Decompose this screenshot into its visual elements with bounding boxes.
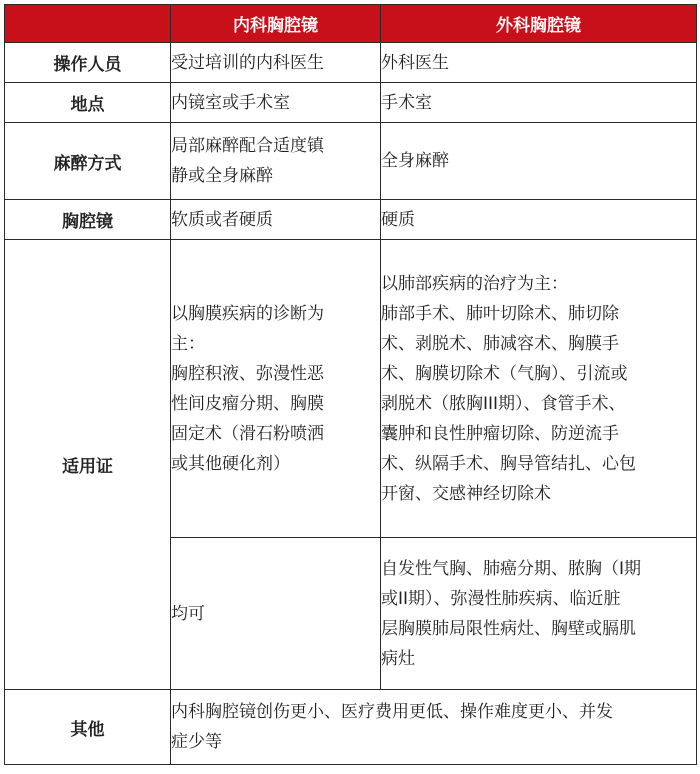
header-corner-cell bbox=[5, 5, 171, 43]
row-label-location: 地点 bbox=[5, 83, 171, 123]
header-surgical-thoracoscopy: 外科胸腔镜 bbox=[381, 5, 697, 43]
cell-scope-medical: 软质或者硬质 bbox=[171, 200, 381, 240]
row-location bbox=[5, 83, 697, 123]
cell-scope-surgical: 硬质 bbox=[381, 200, 697, 240]
row-other bbox=[5, 690, 697, 765]
cell-indications-surgical-shared: 自发性气胸、肺癌分期、脓胸（I期 或II期）、弥漫性肺疾病、临近脏 层胸膜肺局限性病灶、胸壁或膈肌 病灶 bbox=[381, 538, 697, 690]
cell-operator-medical: 受过培训的内科医生 bbox=[171, 43, 381, 83]
row-indications-primary bbox=[5, 240, 697, 538]
cell-anesthesia-surgical: 全身麻醉 bbox=[381, 123, 697, 200]
cell-location-medical: 内镜室或手术室 bbox=[171, 83, 381, 123]
header-row bbox=[5, 5, 697, 43]
cell-indications-medical-shared: 均可 bbox=[171, 538, 381, 690]
row-label-anesthesia: 麻醉方式 bbox=[5, 123, 171, 200]
row-label-operator: 操作人员 bbox=[5, 43, 171, 83]
row-label-indications: 适用证 bbox=[5, 240, 171, 690]
header-medical-thoracoscopy: 内科胸腔镜 bbox=[171, 5, 381, 43]
row-operator bbox=[5, 43, 697, 83]
cell-indications-medical-primary: 以胸膜疾病的诊断为 主： 胸腔积液、弥漫性恶 性间皮瘤分期、胸膜 固定术（滑石粉喷洒 或其他硬化剂） bbox=[171, 240, 381, 538]
row-scope bbox=[5, 200, 697, 240]
cell-location-surgical: 手术室 bbox=[381, 83, 697, 123]
cell-anesthesia-medical: 局部麻醉配合适度镇 静或全身麻醉 bbox=[171, 123, 381, 200]
row-anesthesia bbox=[5, 123, 697, 200]
row-label-scope: 胸腔镜 bbox=[5, 200, 171, 240]
row-label-other: 其他 bbox=[5, 690, 171, 765]
cell-indications-surgical-primary: 以肺部疾病的治疗为主： 肺部手术、肺叶切除术、肺切除 术、剥脱术、肺减容术、胸膜手 术、胸膜切除术（气胸）、引流或 剥脱术（脓胸III期）、食管手术、 囊肿和良性肿瘤切除、防逆流手 术、纵隔手术、胸导管结扎、心包 开窗、交感神经切除术 bbox=[381, 240, 697, 538]
comparison-table bbox=[4, 4, 697, 765]
cell-other-text: 内科胸腔镜创伤更小、医疗费用更低、操作难度更小、并发 症少等 bbox=[171, 690, 697, 765]
cell-operator-surgical: 外科医生 bbox=[381, 43, 697, 83]
